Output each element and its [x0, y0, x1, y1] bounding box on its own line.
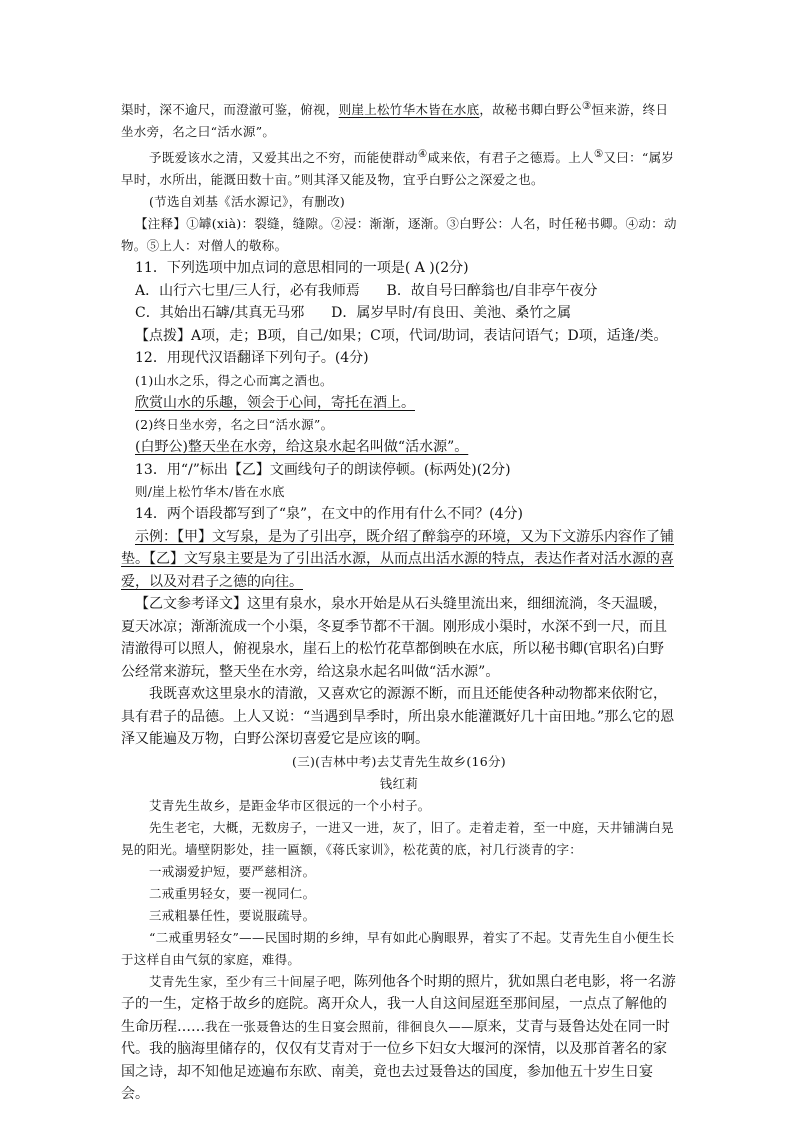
text-run: ，故秘书卿白野公 [479, 102, 582, 118]
translation-paragraph-2: 我既喜欢这里泉水的清澈，又喜欢它的源源不断，而且还能使各种动物都来依附它，具有君子的品德。上人又说：“当遇到旱季时，所出泉水能灌溉好几十亩田地。”那么它的恩泽又能遍及万物，白野公深切喜爱它是应该的啊。 [121, 686, 675, 748]
text-run: 咸来依，有君子之德焉。上人 [427, 150, 594, 166]
content-column [121, 95, 677, 1106]
note-marker: ④ [417, 148, 428, 161]
essay-paragraph-1: 艾青先生故乡，是距金华市区很远的一个小村子。 [149, 797, 431, 813]
question-11-options-ab [121, 280, 677, 303]
note-marker: ③ [581, 100, 592, 112]
part3-author: 钱红莉 [379, 775, 419, 791]
family-rule-3: 三戒粗暴任性，要说服疏导。 [149, 907, 316, 923]
option-c: C．其始出石罅/其真无马邪 [135, 305, 305, 322]
question-12-answer-1 [121, 392, 677, 415]
text-run: 我在一张聂鲁达的生日宴会照前，徘徊良久—— [205, 1018, 474, 1034]
option-d: D．属岁早时/有良田、美池、桑竹之属 [331, 305, 572, 322]
question-12-sentence-1: (1)山水之乐，得之心而寓之酒也。 [135, 372, 333, 388]
option-b: B．故自号曰醉翁也/自非亭午夜分 [386, 282, 598, 299]
passage-b-second-paragraph [121, 143, 677, 191]
note-marker: ⑤ [593, 148, 604, 161]
answer-text: 示例：【甲】文写泉，是为了引出亭，既介绍了醉翁亭的环境，又为下文游乐内容作了铺垫。【乙】文写泉主要是为了引出活水源，从而点出活水源的特点，表达作者对活水源的喜爱，以及对君子之德的向往。 [121, 528, 674, 590]
answer-text: 欣赏山水的乐趣，领会于心间，寄托在酒上。 [135, 394, 415, 411]
question-13: 13．用“/”标出【乙】文画线句子的朗读停顿。(标两处)(2分) [135, 461, 511, 478]
question-11-tip: 【点拨】A项，走；B项，自己/如果；C项，代词/助词，表诘问语气；D项，适逢/类。 [135, 327, 668, 344]
text-run: 渠时，深不逾尺，而澄澈可鉴，俯视， [121, 102, 339, 118]
translation-paragraph-1: 【乙文参考译文】这里有泉水，泉水开始是从石头缝里流出来，细细流淌，冬天温暖，夏天冰凉；渐渐流成一个小渠，冬夏季节都不干涸。刚形成小渠时，水深不到一尺，而且清澈得可以照人，俯视泉水，崖石上的松竹花草都倒映在水底，所以秘书卿(官职名)白野公经常来游玩，整天坐在水旁，给这泉水起名叫做“活水源”。 [121, 596, 667, 680]
question-14: 14．两个语段都写到了“泉”，在文中的作用有什么不同？(4分) [135, 506, 523, 523]
text-run: 艾青先生家，至少有三十间屋子吧， [149, 973, 354, 989]
family-rule-2: 二戒重男轻女，要一视同仁。 [149, 885, 316, 901]
text-run: 陈列他各个时期的照片，犹如黑白老电影，将一名游子的一生，定格于故乡的庭院。离开众人，我一人自这间屋逛至那间屋，一点点了解他的生命历程…… [121, 973, 676, 1035]
text-run: 原来，艾青与聂鲁达处在同一时代。我的脑海里储存的，仅仅有艾青对于一位乡下妇女大堰河的深情，以及那首著名的家国之诗，却不知他足迹遍布东欧、南美，竟也去过聂鲁达的国度，参加他五十岁生日宴会。 [121, 1018, 670, 1103]
part3-heading: (三)(吉林中考)去艾青先生故乡(16分) [292, 753, 506, 769]
passage-b-first-paragraph [121, 95, 677, 143]
essay-paragraph-3: “二戒重男轻女”——民国时期的乡绅，早有如此心胸眼界，着实了不起。艾青先生自小便生长于这样自由气氛的家庭，难得。 [121, 929, 675, 967]
notes: 【注释】①罅(xià)：裂缝，缝隙。②浸：渐渐，逐渐。③白野公：人名，时任秘书卿。④动：动物。⑤上人：对僧人的敬称。 [121, 216, 677, 254]
question-13-answer: 则/崖上松竹华木/皆在水底 [135, 484, 285, 500]
question-11: 11．下列选项中加点词的意思相同的一项是( A )(2分) [135, 260, 469, 277]
question-12-answer-2 [121, 436, 677, 459]
essay-paragraph-2: 先生老宅，大概，无数房子，一进又一进，灰了，旧了。走着走着，至一中庭，天井铺满白晃晃的阳光。墙壁阴影处，挂一匾额，《蒋氏家训》，松花黄的底，衬几行淡青的字： [121, 819, 674, 857]
text-run: 又曰：“属岁早时，水所出，能溉田数十亩。”则其泽又能及物，宜乎白野公之深爱之也。 [121, 150, 675, 188]
text-run: 予既爱该水之清，又爱其出之不穷，而能使群动 [149, 150, 418, 166]
question-14-answer [121, 526, 677, 594]
passage-source: (节选自刘基《活水源记》，有删改) [149, 194, 346, 210]
answer-text: (白野公)整天坐在水旁，给这泉水起名叫做“活水源”。 [135, 439, 469, 456]
question-12: 12．用现代汉语翻译下列句子。(4分) [135, 350, 369, 367]
essay-paragraph-4 [121, 971, 677, 1106]
underlined-sentence: 则崖上松竹华木皆在水底 [338, 102, 480, 118]
question-12-sentence-2: (2)终日坐水旁，名之曰“活水源”。 [135, 417, 334, 433]
text-run: 恒来游，终日坐水旁，名之曰“活水源”。 [121, 102, 669, 140]
family-rule-1: 一戒溺爱护短，要严慈相济。 [149, 863, 316, 879]
question-11-options-cd [121, 302, 677, 325]
option-a: A．山行六七里/三人行，必有我师焉 [135, 282, 360, 299]
